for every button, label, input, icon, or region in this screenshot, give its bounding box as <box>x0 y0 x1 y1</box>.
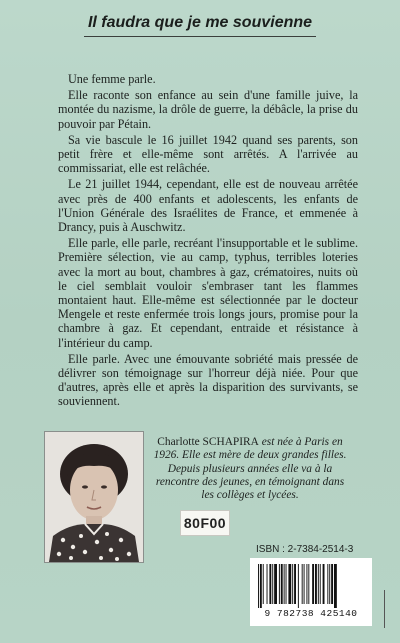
blurb-paragraph: Sa vie bascule le 16 juillet 1942 quand ses parents, son petit frère et elle-même sont arrêtés. A l'arrivée au commissariat, elle est relâchée. <box>58 132 358 176</box>
author-bio-text: est née à Paris en 1926. Elle est mère de deux grandes filles. Depuis plusieurs années elle va à la rencontre des jeunes, en témoignant dans les collèges et lycées. <box>153 436 347 502</box>
blurb-paragraph: Elle parle, elle parle, recréant l'insupportable et le sublime. Première sélection, vie au camp, typhus, terribles loteries avec la mort au bout, chambres à gaz, crématoires, nuits où le ciel semblait vouloir s'embraser tant les flammes montaient haut. Elle-même est sélectionnée par le docteur Mengele et reste enfermée trois longs jours, promise pour la chambre à gaz. Et cependant, entraide et résistance à l'intérieur du camp. <box>58 236 358 350</box>
blurb-paragraph: Le 21 juillet 1944, cependant, elle est de nouveau arrêtée avec près de 400 enfants et adolescents, les enfants de l'Union Générale des Israélites de France, et emmenée à Drancy, puis à Auschwitz. <box>58 177 358 235</box>
blurb-paragraph: Elle raconte son enfance au sein d'une famille juive, la montée du nazisme, la drôle de guerre, la débâcle, la prise du pouvoir par Pétain. <box>58 88 358 131</box>
back-cover-blurb <box>58 72 358 411</box>
barcode-digits: 9 782738 425140 <box>264 608 358 619</box>
author-portrait-image <box>45 432 143 562</box>
author-bio <box>150 436 350 502</box>
printer-imprint-mark <box>380 588 394 628</box>
author-name: Charlotte SCHAPIRA <box>157 436 259 448</box>
blurb-paragraph: Une femme parle. <box>68 72 156 86</box>
price-sticker: 80F00 <box>180 510 230 536</box>
author-photo <box>44 431 144 563</box>
barcode-bars <box>256 564 366 608</box>
title-underline <box>84 36 316 37</box>
isbn-label: ISBN : 2-7384-2514-3 <box>256 544 354 555</box>
blurb-paragraph: Elle parle. Avec une émouvante sobriété mais pressée de délivrer son témoignage sur l'horreur déjà niée. Pour que d'autres, après elle et après la disparition des survivants, se souviennent. <box>58 351 358 409</box>
barcode <box>250 558 372 626</box>
book-title: Il faudra que je me souvienne <box>87 14 313 31</box>
